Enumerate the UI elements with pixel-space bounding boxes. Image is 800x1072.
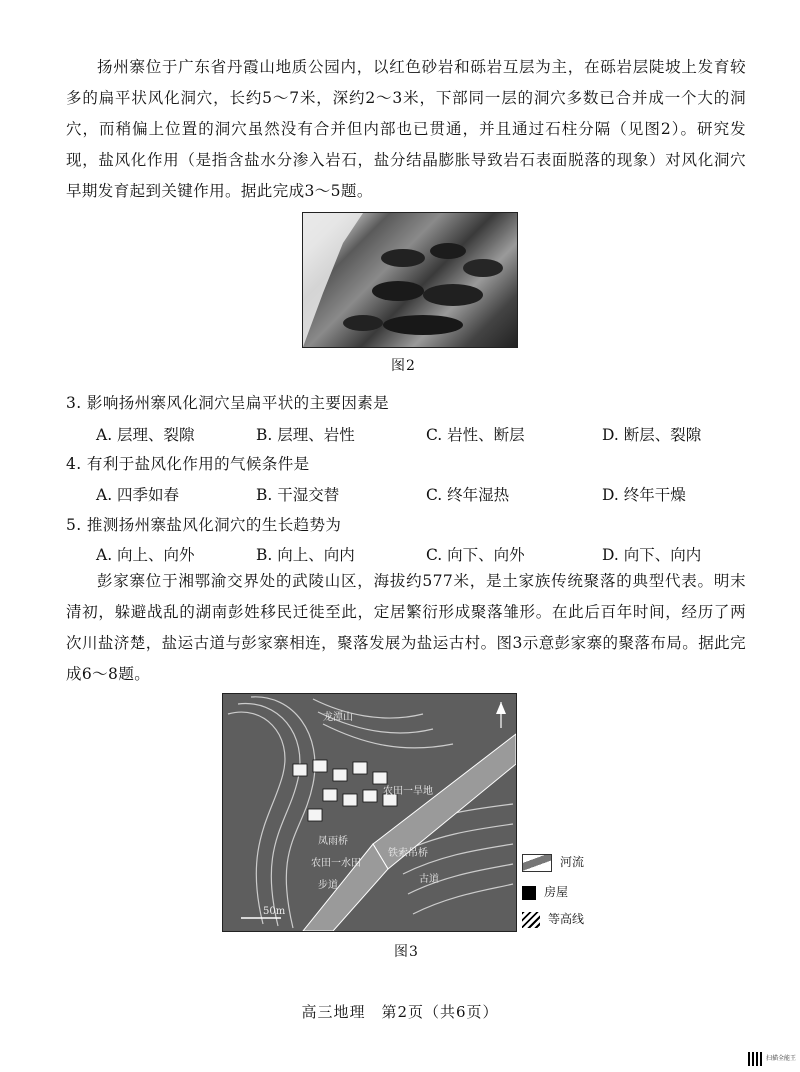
river-legend-icon xyxy=(522,854,552,872)
label-suspension-bridge: 铁索吊桥 xyxy=(388,848,428,859)
scanner-watermark: 扫描全能王 xyxy=(766,1055,797,1062)
option-3c: C. 岩性、断层 xyxy=(426,426,525,444)
question-5-stem: 5. 推测扬州寨盐风化洞穴的生长趋势为 xyxy=(66,516,342,534)
option-3d: D. 断层、裂隙 xyxy=(602,426,702,444)
cave-photo-illustration xyxy=(303,213,517,347)
label-scale: 50m xyxy=(263,906,286,917)
legend-river: 河流 xyxy=(522,853,584,872)
figure-2-caption: 图2 xyxy=(391,358,416,374)
option-3a: A. 层理、裂隙 xyxy=(96,426,195,444)
label-paddy-field: 农田一水田 xyxy=(311,858,361,869)
question-4-stem: 4. 有利于盐风化作用的气候条件是 xyxy=(66,455,310,473)
option-3b: B. 层理、岩性 xyxy=(256,426,355,444)
label-ancient-road: 古道 xyxy=(419,874,439,885)
figure-3-caption: 图3 xyxy=(394,944,419,960)
label-footpath: 步道 xyxy=(318,880,338,891)
option-4c: C. 终年湿热 xyxy=(426,486,510,504)
option-5b: B. 向上、向内 xyxy=(256,546,355,564)
legend-house: 房屋 xyxy=(522,883,568,900)
figure-3-settlement-map xyxy=(222,693,517,932)
passage-pengjiazhai: 彭家寨位于湘鄂渝交界处的武陵山区，海拔约577米，是土家族传统聚落的典型代表。明末清初，躲避战乱的湖南彭姓移民迁徙至此，定居繁衍形成聚落雏形。在此后百年时间，经历了两次川盐济楚，盐运古道与彭家寨相连，聚落发展为盐运古村。图3示意彭家寨的聚落布局。据此完成6～8题。 xyxy=(66,572,746,683)
label-dry-field: 农田一旱地 xyxy=(383,786,433,797)
option-5c: C. 向下、向外 xyxy=(426,546,525,564)
legend-contour: 等高线 xyxy=(522,910,584,928)
option-4b: B. 干湿交替 xyxy=(256,486,340,504)
page-footer: 高三地理 第2页（共6页） xyxy=(301,1003,499,1021)
house-legend-icon xyxy=(522,886,536,900)
option-4d: D. 终年干燥 xyxy=(602,486,686,504)
option-5d: D. 向下、向内 xyxy=(602,546,702,564)
scanner-logo-icon xyxy=(748,1052,762,1066)
question-3-stem: 3. 影响扬州寨风化洞穴呈扁平状的主要因素是 xyxy=(66,394,390,412)
settlement-map-illustration xyxy=(223,694,516,931)
option-4a: A. 四季如春 xyxy=(96,486,180,504)
label-mountain: 龙潭山 xyxy=(323,712,353,723)
figure-2-cave-photo xyxy=(302,212,518,348)
passage-yangzhouzhai: 扬州寨位于广东省丹霞山地质公园内，以红色砂岩和砾岩互层为主，在砾岩层陡坡上发育较多的扁平状风化洞穴，长约5～7米，深约2～3米，下部同一层的洞穴多数已合并成一个大的洞穴，而稍偏上位置的洞穴虽然没有合并但内部也已贯通，并且通过石柱分隔（见图2）。研究发现，盐风化作用（是指含盐水分渗入岩石，盐分结晶膨胀导致岩石表面脱落的现象）对风化洞穴早期发育起到关键作用。据此完成3～5题。 xyxy=(66,58,746,200)
contour-legend-icon xyxy=(522,912,540,928)
label-wind-rain-bridge: 凤雨桥 xyxy=(318,836,348,847)
option-5a: A. 向上、向外 xyxy=(96,546,195,564)
